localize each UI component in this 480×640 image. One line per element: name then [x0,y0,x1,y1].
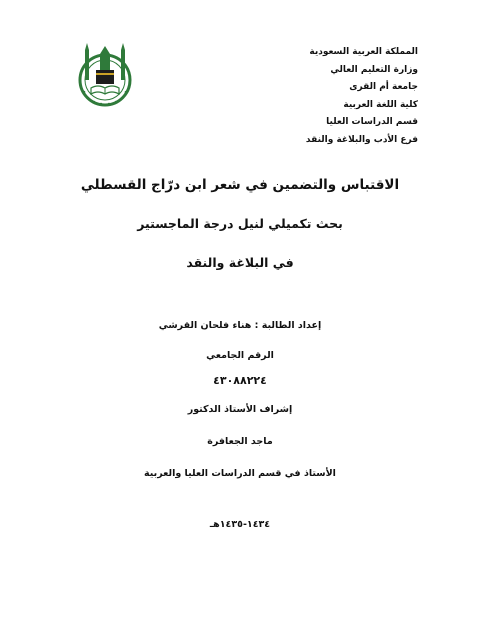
thesis-degree: بحث تكميلي لنيل درجة الماجستير [137,216,343,231]
header-line-ministry: وزارة التعليم العالي [330,64,418,75]
institution-header [288,44,418,149]
student-id-number: ٤٣٠٨٨٢٢٤ [213,374,267,387]
header-line-college: كلية اللغة العربية [343,99,418,110]
student-author: إعداد الطالبة : هناء فلحان القرشي [158,320,322,331]
header-line-country: المملكة العربية السعودية [309,47,418,57]
university-emblem-icon [76,40,134,108]
student-id-label: الرقم الجامعي [206,350,274,361]
academic-year: ١٤٣٤-١٤٣٥هـ [209,519,271,530]
thesis-field: في البلاغة والنقد [186,255,294,270]
header-line-department: قسم الدراسات العليا [326,117,418,127]
header-line-university: جامعة أم القرى [349,82,418,92]
supervisor-department: الأستاذ في قسم الدراسات العليا والعربية [144,468,336,479]
thesis-title: الاقتباس والتضمين في شعر ابن درّاج القسطلي [80,177,400,193]
supervisor-name: ماجد الجعافرة [207,436,273,447]
supervisor-label: إشراف الأستاذ الدكتور [187,404,293,415]
header-line-branch: فرع الأدب والبلاغة والنقد [305,134,418,145]
